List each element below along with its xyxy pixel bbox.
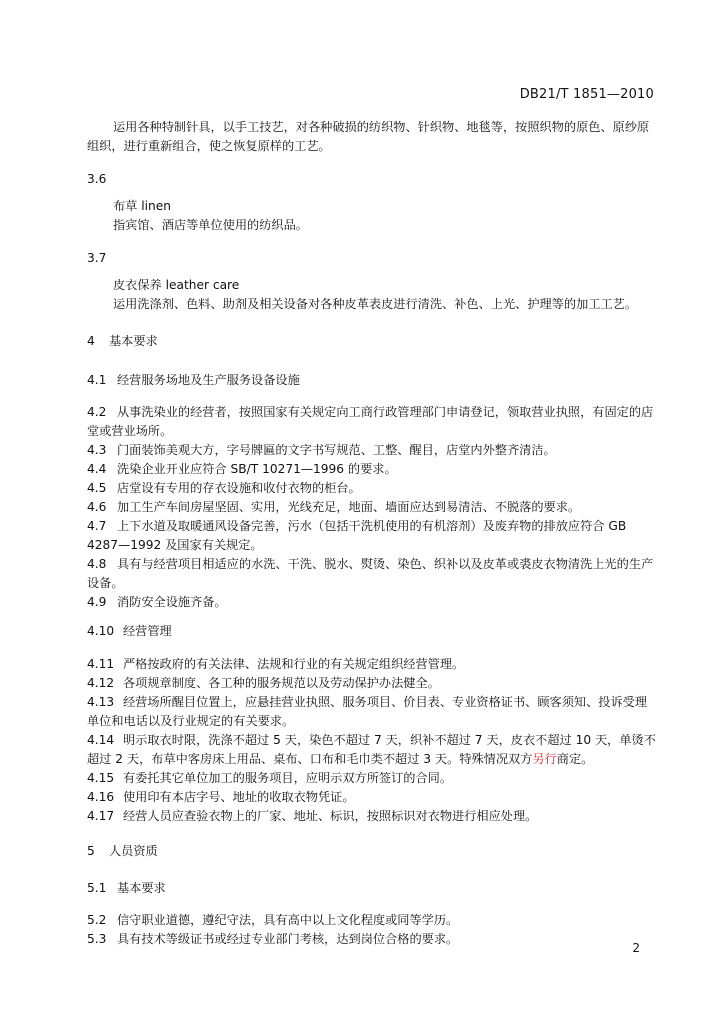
item-number: 4.15 — [87, 771, 115, 785]
term-linen-definition: 指宾馆、酒店等单位使用的纺织品。 — [113, 218, 308, 232]
item-number: 4.6 — [87, 500, 107, 514]
list-item — [87, 930, 657, 949]
item-number: 4.11 — [87, 657, 115, 671]
list-item — [87, 769, 657, 788]
item-number: 4.8 — [87, 557, 107, 571]
item-number: 5.3 — [87, 932, 107, 946]
item-text: 信守职业道德，遵纪守法，具有高中以上文化程度或同等学历。 — [117, 913, 459, 927]
section-number: 5 — [87, 844, 95, 858]
highlighted-text: 另行 — [532, 752, 557, 766]
term-leather-care: 皮衣保养 leather care — [113, 278, 240, 292]
item-text-end: 商定。 — [556, 752, 594, 766]
list-item — [87, 807, 657, 826]
list-item — [87, 441, 657, 460]
term-leather-care-definition: 运用洗涤剂、色料、助剂及相关设备对各种皮革表皮进行清洗、补色、上光、护理等的加工工艺。 — [113, 297, 638, 311]
item-text: 洗染企业开业应符合 SB/T 10271—1996 的要求。 — [117, 462, 397, 476]
item-text: 经营人员应查验衣物上的厂家、地址、标识，按照标识对衣物进行相应处理。 — [123, 809, 538, 823]
subsection-title: 基本要求 — [117, 881, 166, 895]
item-number: 4.12 — [87, 676, 115, 690]
item-text: 严格按政府的有关法律、法规和行业的有关规定组织经营管理。 — [123, 657, 465, 671]
item-number: 4.3 — [87, 443, 107, 457]
item-number: 4.4 — [87, 462, 107, 476]
subsection-number: 4.10 — [87, 624, 115, 638]
item-text: 门面装饰美观大方，字号牌匾的文字书写规范、工整、醒目，店堂内外整齐清洁。 — [117, 443, 556, 457]
page-number: 2 — [632, 941, 640, 955]
list-item-4-14 — [87, 731, 657, 769]
clause-number-3-6: 3.6 — [87, 172, 107, 186]
list-item — [87, 498, 657, 517]
list-item — [87, 911, 657, 930]
item-text: 有委托其它单位加工的服务项目，应明示双方所签订的合同。 — [123, 771, 453, 785]
list-item — [87, 788, 657, 807]
item-text: 各项规章制度、各工种的服务规范以及劳动保护办法健全。 — [123, 676, 440, 690]
requirements-list-d — [87, 911, 657, 949]
definition-text: 运用各种特制针具，以手工技艺，对各种破损的纺织物、针织物、地毯等，按照织物的原色、原纱原组织，进行重新组合，使之恢复原样的工艺。 — [87, 120, 650, 153]
requirements-list-b — [87, 655, 657, 826]
item-number: 4.17 — [87, 809, 115, 823]
section-number: 4 — [87, 334, 95, 348]
item-number: 4.9 — [87, 595, 107, 609]
subsection-heading-4-1 — [87, 371, 657, 390]
subsection-number: 5.1 — [87, 881, 107, 895]
item-number: 4.2 — [87, 405, 107, 419]
subsection-title: 经营服务场地及生产服务设备设施 — [117, 373, 300, 387]
item-number: 4.16 — [87, 790, 115, 804]
item-text: 经营场所醒目位置上，应悬挂营业执照、服务项目、价目表、专业资格证书、顾客须知、投诉受理单位和电话以及行业规定的有关要求。 — [87, 695, 648, 728]
item-text: 具有技术等级证书或经过专业部门考核，达到岗位合格的要求。 — [117, 932, 459, 946]
section-title: 基本要求 — [109, 334, 158, 348]
item-text: 店堂设有专用的存衣设施和收付衣物的柜台。 — [117, 481, 361, 495]
item-text: 从事洗染业的经营者，按照国家有关规定向工商行政管理部门申请登记，领取营业执照，有固定的店堂或营业场所。 — [87, 405, 654, 438]
item-number: 5.2 — [87, 913, 107, 927]
item-text: 使用印有本店字号、地址的收取衣物凭证。 — [123, 790, 355, 804]
standard-code: DB21/T 1851—2010 — [519, 87, 654, 102]
section-heading-4 — [87, 332, 657, 351]
item-number: 4.5 — [87, 481, 107, 495]
term-linen: 布草 linen — [113, 199, 171, 213]
page-content — [87, 118, 657, 949]
subsection-number: 4.1 — [87, 373, 107, 387]
item-number: 4.13 — [87, 695, 115, 709]
list-item — [87, 479, 657, 498]
subsection-heading-5-1 — [87, 879, 657, 898]
list-item — [87, 655, 657, 674]
item-text: 加工生产车间房屋坚固、实用，光线充足，地面、墙面应达到易清洁、不脱落的要求。 — [117, 500, 581, 514]
clause-number-3-7: 3.7 — [87, 251, 107, 265]
list-item — [87, 674, 657, 693]
list-item — [87, 693, 657, 731]
item-text: 明示取衣时限，洗涤不超过 5 天，染色不超过 7 天，织补不超过 7 天，皮衣不超过 10 天，单烫不超过 2 天，布草中客房床上用品、桌布、口布和毛巾类不超过 3 天。特殊情况双方 — [87, 733, 656, 766]
list-item — [87, 460, 657, 479]
section-heading-5 — [87, 842, 657, 861]
section-title: 人员资质 — [109, 844, 158, 858]
subsection-title: 经营管理 — [123, 624, 172, 638]
subsection-heading-4-10 — [87, 622, 657, 641]
list-item — [87, 517, 657, 555]
item-text: 上下水道及取暖通风设备完善，污水（包括干洗机使用的有机溶剂）及废弃物的排放应符合 GB 4287—1992 及国家有关规定。 — [87, 519, 627, 552]
item-number: 4.7 — [87, 519, 107, 533]
item-text: 具有与经营项目相适应的水洗、干洗、脱水、熨烫、染色、织补以及皮革或裘皮衣物清洗上光的生产设备。 — [87, 557, 654, 590]
item-text: 消防安全设施齐备。 — [117, 595, 227, 609]
list-item — [87, 593, 657, 612]
list-item — [87, 555, 657, 593]
requirements-list-a — [87, 403, 657, 612]
item-number: 4.14 — [87, 733, 115, 747]
list-item — [87, 403, 657, 441]
